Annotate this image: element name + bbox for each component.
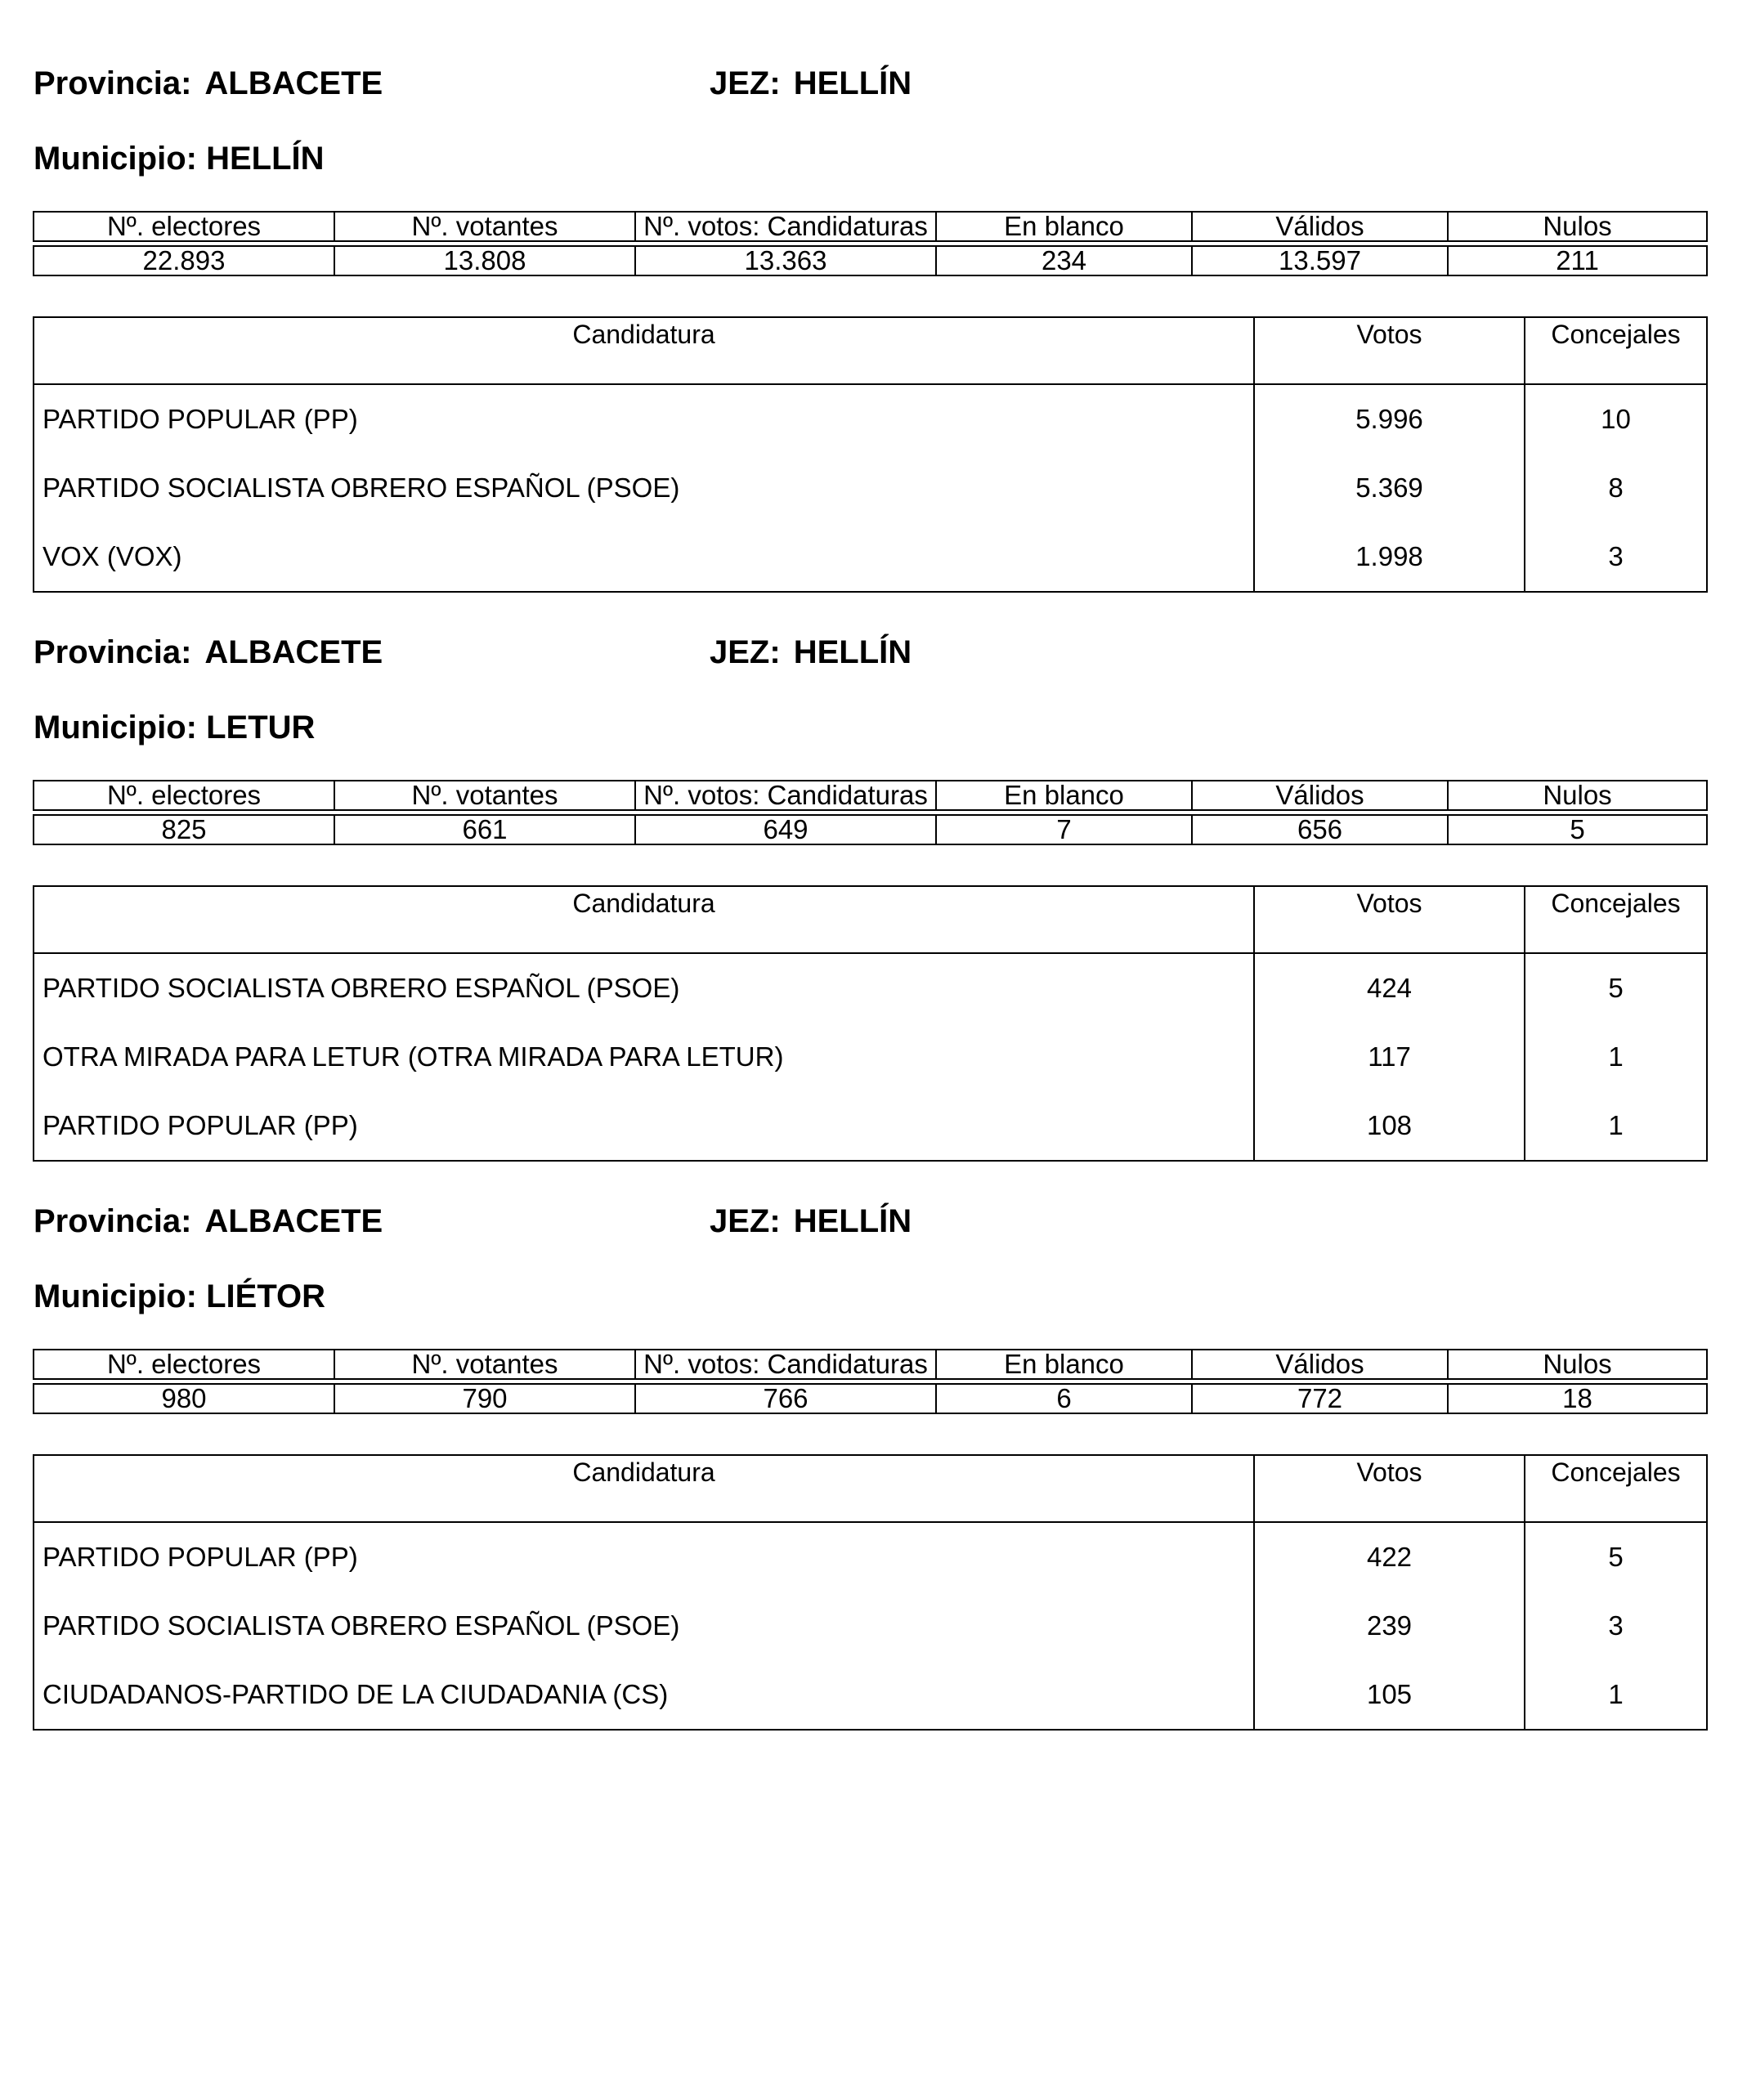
provincia-heading	[34, 1202, 383, 1241]
municipio-label: Municipio:	[34, 141, 197, 177]
candidate-row	[34, 384, 1707, 454]
candidate-row	[34, 1592, 1707, 1660]
summary-value-cell: 234	[936, 246, 1192, 275]
concejales-header: Concejales	[1525, 1455, 1707, 1522]
summary-table	[33, 1349, 1708, 1414]
summary-value-cell: 649	[635, 815, 936, 844]
jez-heading	[710, 1202, 912, 1241]
summary-value-row	[34, 246, 1707, 275]
candidate-concejales: 5	[1525, 953, 1707, 1023]
provincia-value: ALBACETE	[204, 634, 383, 670]
candidate-row	[34, 953, 1707, 1023]
summary-header-cell: Nulos	[1448, 781, 1707, 810]
summary-header-cell: Nº. electores	[34, 212, 334, 241]
candidate-name: CIUDADANOS-PARTIDO DE LA CIUDADANIA (CS)	[43, 1679, 669, 1709]
candidate-votos: 105	[1254, 1660, 1525, 1730]
candidate-row	[34, 454, 1707, 522]
candidates-header-row	[34, 886, 1707, 953]
candidate-concejales: 10	[1525, 384, 1707, 454]
summary-table	[33, 211, 1708, 276]
candidate-votos: 239	[1254, 1592, 1525, 1660]
candidatura-header: Candidatura	[34, 886, 1254, 953]
jez-value: HELLÍN	[793, 634, 912, 670]
candidate-concejales: 1	[1525, 1660, 1707, 1730]
summary-value-cell: 211	[1448, 246, 1707, 275]
provincia-label: Provincia:	[34, 634, 192, 670]
jez-value: HELLÍN	[793, 65, 912, 101]
candidate-concejales: 1	[1525, 1023, 1707, 1091]
candidates-header-row	[34, 1455, 1707, 1522]
summary-header-cell: Nº. votantes	[334, 212, 635, 241]
municipio-value: HELLÍN	[206, 141, 325, 177]
candidate-row	[34, 1023, 1707, 1091]
summary-value-cell: 13.597	[1192, 246, 1448, 275]
candidate-row	[34, 522, 1707, 592]
provincia-label: Provincia:	[34, 1203, 192, 1239]
candidate-concejales: 3	[1525, 522, 1707, 592]
provincia-heading	[34, 633, 383, 672]
provincia-value: ALBACETE	[204, 65, 383, 101]
summary-value-cell: 656	[1192, 815, 1448, 844]
jez-label: JEZ:	[710, 634, 781, 670]
concejales-header: Concejales	[1525, 886, 1707, 953]
jez-label: JEZ:	[710, 65, 781, 101]
summary-value-cell: 790	[334, 1384, 635, 1413]
municipio-value: LIÉTOR	[206, 1278, 326, 1314]
candidatura-header: Candidatura	[34, 1455, 1254, 1522]
summary-value-cell: 18	[1448, 1384, 1707, 1413]
municipio-heading	[34, 708, 315, 747]
summary-value-cell: 980	[34, 1384, 334, 1413]
summary-value-cell: 6	[936, 1384, 1192, 1413]
candidate-votos: 108	[1254, 1091, 1525, 1161]
municipio-label: Municipio:	[34, 1278, 197, 1314]
summary-table	[33, 780, 1708, 845]
candidate-row	[34, 1660, 1707, 1730]
summary-value-cell: 7	[936, 815, 1192, 844]
provincia-heading	[34, 64, 383, 103]
candidate-votos: 1.998	[1254, 522, 1525, 592]
summary-value-cell: 766	[635, 1384, 936, 1413]
summary-value-cell: 772	[1192, 1384, 1448, 1413]
summary-header-cell: Nulos	[1448, 1350, 1707, 1379]
candidates-table	[33, 885, 1708, 1162]
municipio-heading	[34, 139, 325, 178]
summary-header-cell: Nº. votos: Candidaturas	[635, 212, 936, 241]
summary-header-cell: Nº. electores	[34, 781, 334, 810]
candidate-name: PARTIDO POPULAR (PP)	[43, 1110, 358, 1140]
candidate-name: PARTIDO SOCIALISTA OBRERO ESPAÑOL (PSOE)	[43, 1610, 680, 1641]
summary-header-cell: Nulos	[1448, 212, 1707, 241]
summary-value-cell: 661	[334, 815, 635, 844]
candidate-concejales: 1	[1525, 1091, 1707, 1161]
candidate-name: VOX (VOX)	[43, 541, 182, 571]
votos-header: Votos	[1254, 886, 1525, 953]
summary-header-row	[34, 781, 1707, 810]
provincia-value: ALBACETE	[204, 1203, 383, 1239]
jez-heading	[710, 633, 912, 672]
summary-header-cell: Nº. votantes	[334, 781, 635, 810]
summary-value-row	[34, 1384, 1707, 1413]
candidate-name: PARTIDO SOCIALISTA OBRERO ESPAÑOL (PSOE)	[43, 973, 680, 1003]
candidate-concejales: 5	[1525, 1522, 1707, 1592]
candidate-votos: 424	[1254, 953, 1525, 1023]
summary-header-cell: Válidos	[1192, 781, 1448, 810]
summary-value-row	[34, 815, 1707, 844]
votos-header: Votos	[1254, 1455, 1525, 1522]
summary-header-cell: Nº. votantes	[334, 1350, 635, 1379]
candidate-concejales: 3	[1525, 1592, 1707, 1660]
candidate-row	[34, 1091, 1707, 1161]
summary-value-cell: 825	[34, 815, 334, 844]
candidate-row	[34, 1522, 1707, 1592]
jez-label: JEZ:	[710, 1203, 781, 1239]
provincia-label: Provincia:	[34, 65, 192, 101]
candidates-table	[33, 316, 1708, 593]
candidate-votos: 5.369	[1254, 454, 1525, 522]
summary-header-cell: Nº. electores	[34, 1350, 334, 1379]
municipio-heading	[34, 1277, 325, 1316]
candidatura-header: Candidatura	[34, 317, 1254, 384]
candidate-votos: 5.996	[1254, 384, 1525, 454]
municipio-value: LETUR	[206, 710, 316, 746]
candidate-name: PARTIDO POPULAR (PP)	[43, 1542, 358, 1572]
candidate-votos: 422	[1254, 1522, 1525, 1592]
candidate-votos: 117	[1254, 1023, 1525, 1091]
summary-value-cell: 13.363	[635, 246, 936, 275]
candidate-name: PARTIDO POPULAR (PP)	[43, 404, 358, 434]
jez-value: HELLÍN	[793, 1203, 912, 1239]
candidate-name: OTRA MIRADA PARA LETUR (OTRA MIRADA PARA LETUR)	[43, 1041, 784, 1072]
summary-header-cell: Válidos	[1192, 1350, 1448, 1379]
summary-value-cell: 22.893	[34, 246, 334, 275]
summary-header-cell: En blanco	[936, 1350, 1192, 1379]
candidates-header-row	[34, 317, 1707, 384]
summary-header-cell: En blanco	[936, 212, 1192, 241]
summary-value-cell: 13.808	[334, 246, 635, 275]
summary-header-cell: Válidos	[1192, 212, 1448, 241]
summary-header-row	[34, 212, 1707, 241]
summary-header-cell: Nº. votos: Candidaturas	[635, 1350, 936, 1379]
summary-header-row	[34, 1350, 1707, 1379]
candidates-table	[33, 1454, 1708, 1731]
summary-header-cell: En blanco	[936, 781, 1192, 810]
summary-value-cell: 5	[1448, 815, 1707, 844]
municipio-label: Municipio:	[34, 710, 197, 746]
votos-header: Votos	[1254, 317, 1525, 384]
candidate-name: PARTIDO SOCIALISTA OBRERO ESPAÑOL (PSOE)	[43, 472, 680, 503]
jez-heading	[710, 64, 912, 103]
concejales-header: Concejales	[1525, 317, 1707, 384]
summary-header-cell: Nº. votos: Candidaturas	[635, 781, 936, 810]
candidate-concejales: 8	[1525, 454, 1707, 522]
